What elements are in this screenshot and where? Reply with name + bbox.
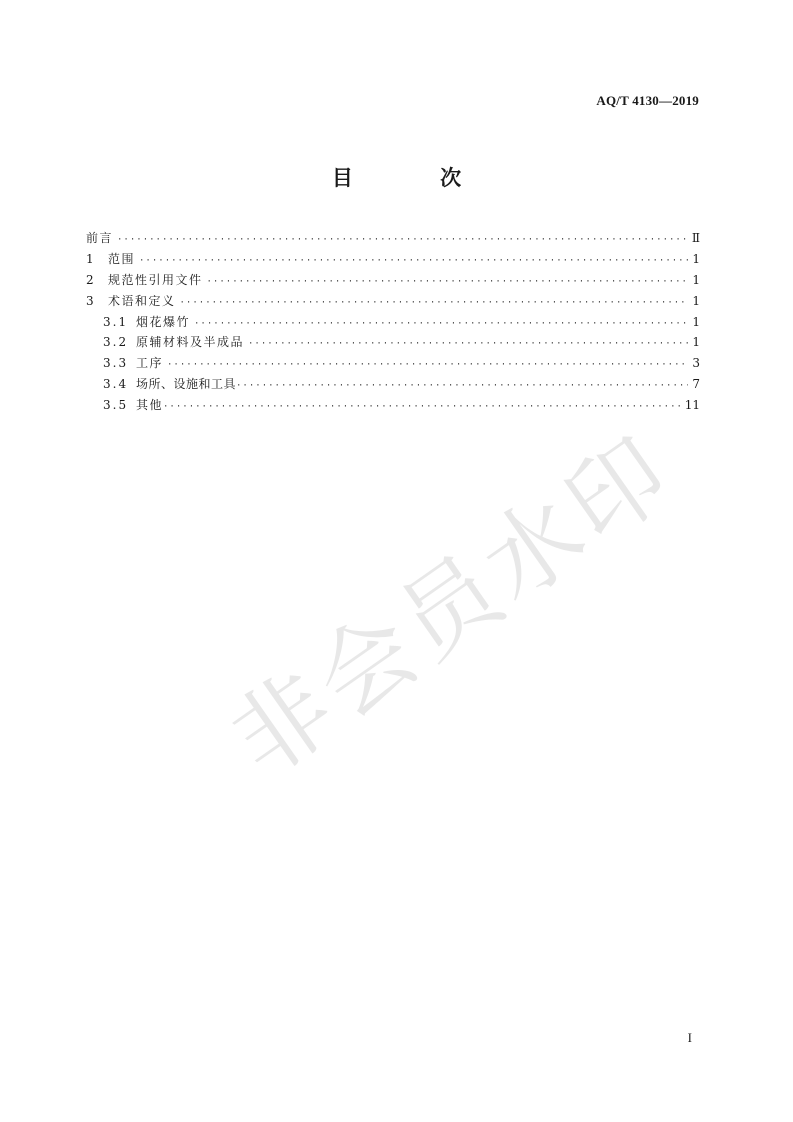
toc-entry-page: 1 — [692, 251, 700, 266]
page-number: I — [687, 1030, 692, 1045]
toc-entry-page: 1 — [692, 293, 700, 308]
dot-leader — [167, 360, 688, 370]
toc-entry-processes[interactable] — [86, 354, 700, 375]
toc-entry-page: 1 — [692, 314, 700, 329]
toc-entry-number: 1 — [86, 251, 94, 266]
toc-entry-number: 3.5 — [103, 398, 129, 413]
dot-leader — [248, 339, 688, 349]
dot-leader — [194, 319, 688, 329]
toc-entry-label: 其他 — [136, 398, 164, 413]
toc-entry-number: 2 — [86, 272, 94, 287]
dot-leader — [139, 256, 688, 266]
table-of-contents — [86, 229, 700, 417]
toc-entry-label: 术语和定义 — [108, 293, 176, 308]
dot-leader — [236, 381, 688, 391]
toc-entry-number: 3.1 — [103, 314, 129, 329]
toc-entry-facilities-tools[interactable] — [86, 375, 700, 396]
standard-code: AQ/T 4130—2019 — [596, 93, 699, 108]
toc-entry-terms-definitions[interactable] — [86, 292, 700, 313]
toc-entry-label: 烟花爆竹 — [136, 314, 191, 329]
toc-entry-label: 规范性引用文件 — [108, 272, 203, 287]
toc-entry-scope[interactable] — [86, 250, 700, 271]
toc-entry-normative-references[interactable] — [86, 271, 700, 292]
toc-entry-foreword[interactable] — [86, 229, 700, 250]
toc-entry-label: 前言 — [86, 231, 114, 245]
dot-leader — [207, 277, 688, 287]
toc-entry-label: 范围 — [108, 251, 136, 266]
toc-entry-number: 3.2 — [103, 335, 129, 350]
toc-entry-number: 3.4 — [103, 377, 129, 392]
watermark: 非会员水印 — [211, 413, 694, 799]
toc-entry-page: 11 — [684, 398, 700, 413]
toc-entry-page: 7 — [692, 377, 700, 392]
toc-entry-page: 1 — [692, 272, 700, 287]
toc-entry-fireworks[interactable] — [86, 313, 700, 334]
toc-title: 目 次 — [331, 166, 502, 190]
toc-entry-label: 场所、设施和工具 — [136, 377, 237, 392]
toc-entry-page: 1 — [692, 335, 700, 350]
toc-entry-page: Ⅱ — [691, 231, 700, 245]
toc-entry-number: 3.3 — [103, 356, 129, 371]
toc-entry-raw-materials[interactable] — [86, 333, 700, 354]
toc-entry-page: 3 — [692, 356, 700, 371]
toc-entry-number: 3 — [86, 293, 94, 308]
toc-entry-label: 原辅材料及半成品 — [136, 335, 245, 350]
dot-leader — [180, 298, 688, 308]
toc-entry-label: 工序 — [136, 356, 164, 371]
dot-leader — [117, 235, 688, 245]
